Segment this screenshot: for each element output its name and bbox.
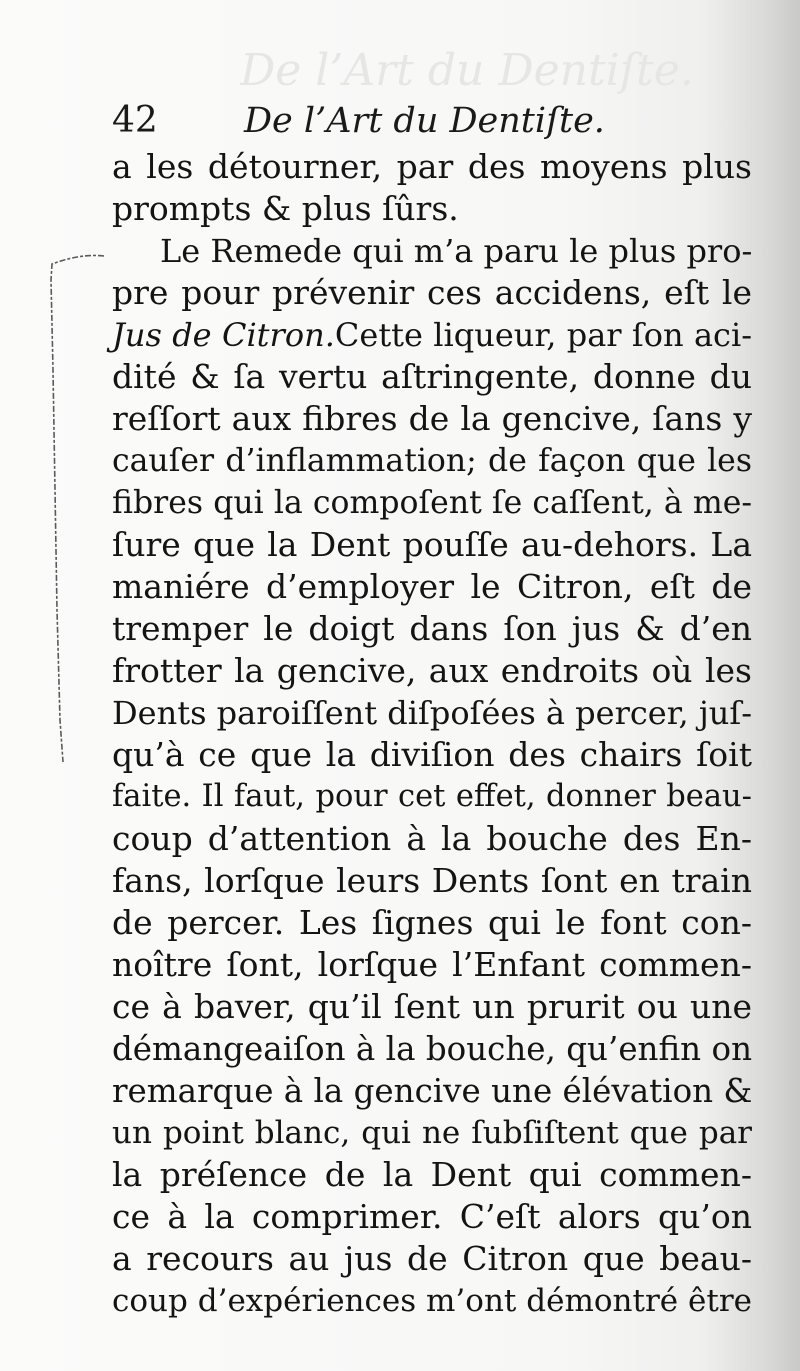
running-title: De l’Art du Dentiſte.	[244, 101, 605, 141]
text-fragment: Cette liqueur, par ſon aci-	[334, 316, 753, 354]
text-line: qu’à ce que la diviſion des chairs ſoit	[112, 735, 752, 774]
text-line-mixed	[112, 314, 752, 356]
text-line: fibres qui la compoſent ſe caſſent, à me-	[112, 485, 752, 521]
text-line: coup d’expériences m’ont démontré être	[112, 1283, 752, 1319]
text-line: ſure que la Dent pouſſe au-dehors. La	[112, 525, 752, 564]
text-line: frotter la gencive, aux endroits où les	[112, 651, 752, 690]
text-line: a recours au jus de Citron que beau-	[112, 1239, 752, 1278]
text-line: prompts & plus ſûrs.	[112, 189, 459, 228]
text-line: cauſer d’inflammation; de façon que les	[112, 443, 752, 479]
text-line: pre pour prévenir ces accidens, eſt le	[112, 273, 752, 312]
text-line: remarque à la gencive une élévation &	[112, 1072, 753, 1110]
text-line: fans, lorſque leurs Dents ſont en train	[112, 861, 752, 900]
page-header	[112, 96, 752, 146]
text-line: Dents paroiſſent diſpoſées à percer, juſ-	[112, 694, 753, 732]
text-line: a les détourner, par des moyens plus	[112, 147, 752, 186]
text-line: ce à baver, qu’il ſent un prurit ou une	[112, 987, 752, 1026]
text-line: ce à la comprimer. C’eſt alors qu’on	[112, 1197, 752, 1236]
text-line: tremper le doigt dans ſon jus & d’en	[112, 609, 752, 648]
text-line: dité & ſa vertu aſtringente, donne du	[112, 357, 752, 396]
text-line: maniére d’employer le Citron, eſt de	[112, 567, 752, 606]
text-line: reſſort aux fibres de la gencive, ſans y	[112, 399, 752, 438]
page-number: 42	[112, 100, 158, 141]
bleed-through-text: De l’Art du Dentiſte.	[240, 45, 694, 96]
text-line: un point blanc, qui ne ſubſiſtent que par	[112, 1115, 752, 1151]
text-line: Le Remede qui m’a paru le plus pro-	[160, 232, 753, 270]
text-line: faite. Il faut, pour cet effet, donner beau-	[112, 779, 752, 814]
text-line: la préſence de la Dent qui commen-	[112, 1155, 752, 1194]
text-line: démangeaiſon à la bouche, qu’enfin on	[112, 1030, 752, 1068]
text-line: de percer. Les ſignes qui le font con-	[112, 903, 752, 942]
italic-phrase: Jus de Citron.	[112, 316, 335, 354]
margin-bracket-mark	[46, 250, 108, 770]
text-line: noître ſont, lorſque l’Enfant commen-	[112, 945, 752, 984]
body-text	[112, 146, 752, 1346]
text-line: coup d’attention à la bouche des En-	[112, 819, 752, 858]
